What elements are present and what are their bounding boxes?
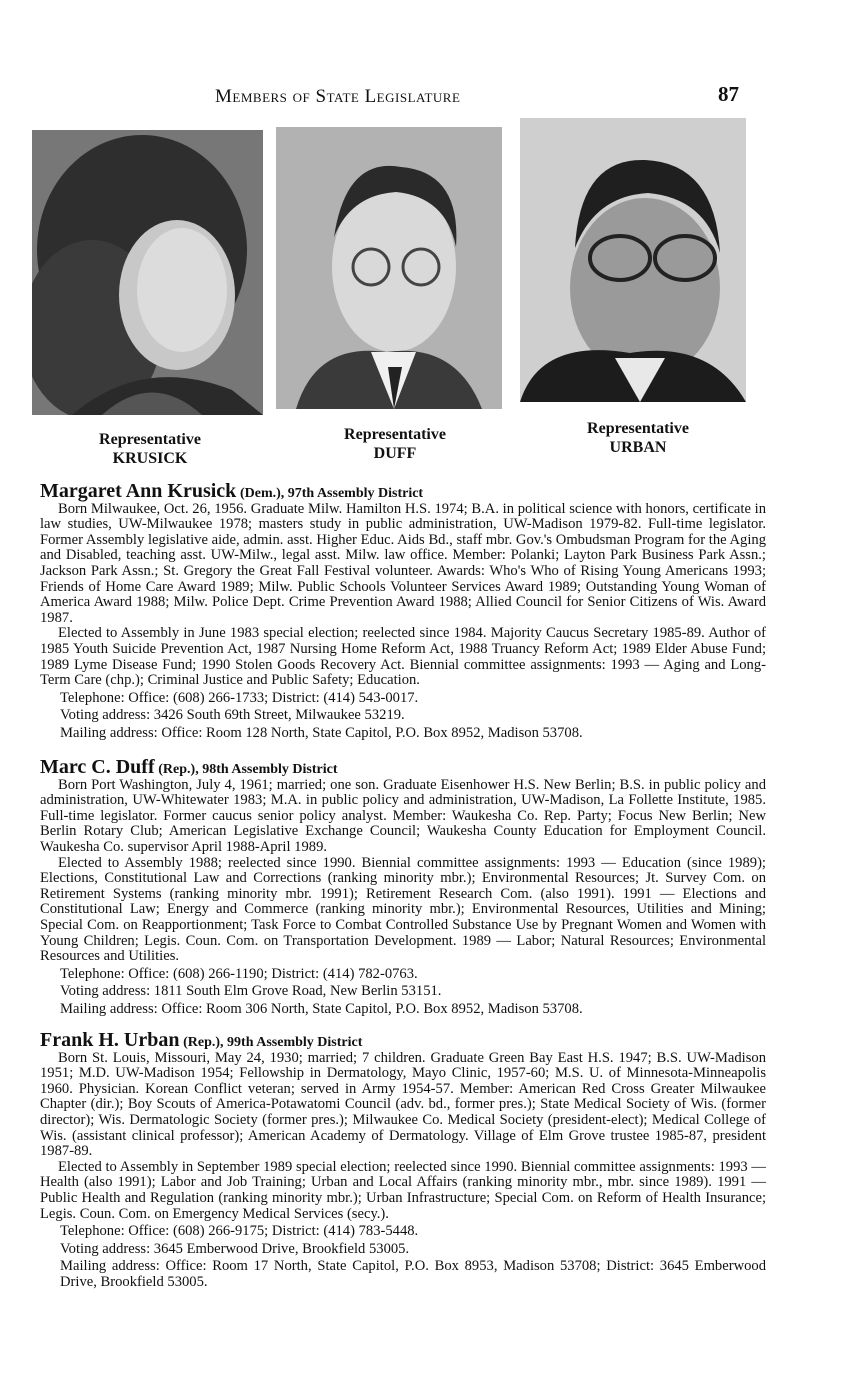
- member-name: Margaret Ann Krusick: [40, 480, 237, 502]
- bio-background: Born St. Louis, Missouri, May 24, 1930; married; 7 children. Graduate Green Bay East H.S. 1947; B.S. UW-Madison 1951; M.D. UW-Madison 1954; Fellowship in Dermatology, Mayo Clinic, 1957-60; M.S. U. of Minnesota-Minneapolis 1960. Physician. Korean Conflict veteran; served in Army 1954-57. Member: American Red Cross Greater Milwaukee Chapter (dir.); Boy Scouts of America-Potawatomi Council (adv. bd., former pres.); State Medical Society of Wis. (former director); Wis. Dermatologic Society (former pres.); Milwaukee Co. Medical Society (president-elect); Medical College of Wis. (assistant clinical professor); American Academy of Dermatology. Village of Elm Grove trustee 1985-87, president 1987-89.: [40, 1049, 766, 1160]
- bio-krusick: [40, 480, 766, 742]
- portrait-photo-duff: [276, 127, 502, 409]
- portrait-photo-krusick: [32, 130, 263, 415]
- caption-name: DUFF: [373, 445, 417, 462]
- running-title: Members of State Legislature: [215, 86, 461, 107]
- bio-legislative-record: Elected to Assembly in September 1989 special election; reelected since 1990. Biennial committee assignments: 1993 — Health (also 1991); Labor and Job Training; Urban and Local Affairs (ranking minority mbr., mbr. since 1989). 1991 — Public Health and Regulation (ranking minority mbr.); Urban Infrastructure; Special Com. on Reform of Health Insurance; Legis. Coun. Com. on Emergency Medical Services (secy.).: [40, 1158, 766, 1222]
- member-party-district: (Dem.), 97th Assembly District: [239, 486, 424, 501]
- photo-caption-duff: [305, 425, 485, 463]
- member-party-district: (Rep.), 98th Assembly District: [158, 762, 338, 777]
- bio-duff: [40, 756, 766, 1018]
- telephone: Telephone: Office: (608) 266-1733; District: (414) 543-0017.: [60, 689, 419, 706]
- caption-label: Representative: [587, 420, 689, 437]
- photo-caption-urban: [548, 419, 728, 457]
- mailing-address: Mailing address: Office: Room 128 North, State Capitol, P.O. Box 8952, Madison 53708.: [60, 724, 583, 741]
- photo-caption-krusick: [60, 430, 240, 468]
- member-party-district: (Rep.), 99th Assembly District: [183, 1035, 363, 1050]
- bio-background: Born Port Washington, July 4, 1961; married; one son. Graduate Eisenhower H.S. New Berlin; B.S. in public policy and administration, UW-Whitewater 1983; M.A. in public policy and administration, UW-Madison, La Follette Institute, 1985. Full-time legislator. Former caucus senior policy analyst. Member: Waukesha Co. Rep. Party; Focus New Berlin; New Berlin Rotary Club; American Legislative Exchange Council; Waukesha County Education for Employment Council. Waukesha Co. supervisor April 1988-April 1989.: [40, 776, 766, 855]
- bio-heading: [40, 480, 766, 502]
- bio-legislative-record: Elected to Assembly in June 1983 special election; reelected since 1984. Majority Caucus Secretary 1985-89. Author of 1985 Youth Suicide Prevention Act, 1987 Nursing Home Reform Act, 1988 Truancy Reform Act; 1989 Elder Abuse Fund; 1989 Lyme Disease Fund; 1990 Stolen Goods Recovery Act. Biennial committee assignments: 1993 — Aging and Long-Term Care (chp.); Criminal Justice and Public Safety; Education.: [40, 625, 766, 689]
- page-number: 87: [718, 82, 739, 106]
- member-name: Frank H. Urban: [40, 1029, 180, 1051]
- caption-label: Representative: [344, 426, 446, 443]
- voting-address: Voting address: 1811 South Elm Grove Road, New Berlin 53151.: [60, 983, 442, 1000]
- telephone: Telephone: Office: (608) 266-9175; District: (414) 783-5448.: [60, 1223, 419, 1240]
- member-name: Marc C. Duff: [40, 756, 155, 778]
- portrait-photo-urban: [520, 118, 746, 402]
- page-header: [0, 82, 859, 116]
- voting-address: Voting address: 3645 Emberwood Drive, Brookfield 53005.: [60, 1240, 410, 1257]
- caption-label: Representative: [99, 431, 201, 448]
- bio-heading: [40, 756, 766, 778]
- mailing-address: Mailing address: Office: Room 17 North, State Capitol, P.O. Box 8953, Madison 53708; District: 3645 Emberwood Drive, Brookfield 53005.: [60, 1258, 766, 1290]
- caption-name: URBAN: [609, 439, 667, 456]
- bio-heading: [40, 1029, 766, 1051]
- mailing-address: Mailing address: Office: Room 306 North, State Capitol, P.O. Box 8952, Madison 53708.: [60, 1000, 583, 1017]
- telephone: Telephone: Office: (608) 266-1190; District: (414) 782-0763.: [60, 965, 418, 982]
- bio-background: Born Milwaukee, Oct. 26, 1956. Graduate Milw. Hamilton H.S. 1974; B.A. in political science with honors, certificate in law studies, UW-Milwaukee 1978; masters study in public administration, UW-Madison 1979-82. Full-time legislator. Former Assembly legislative aide, admin. asst. Higher Educ. Aids Bd., staff mbr. Gov.'s Ombudsman Program for the Aging and Disabled, teaching asst. UW-Milw., legal asst. Milw. law office. Member: Polanki; Layton Park Business Park Assn.; Jackson Park Assn.; St. Gregory the Great Fall Festival volunteer. Awards: Who's Who of Rising Young Americans 1993; Friends of Home Care Award 1989; Milw. Public Schools Volunteer Services Award 1989; Outstanding Young Woman of America Award 1988; Milw. Police Dept. Crime Prevention Award 1988; Allied Council for Senior Citizens of Wis. Award 1987.: [40, 500, 766, 626]
- bio-legislative-record: Elected to Assembly 1988; reelected since 1990. Biennial committee assignments: 1993 — Education (since 1989); Elections, Constitutional Law and Corrections (ranking minority mbr.); Environmental Resources; Jt. Survey Com. on Retirement Systems (ranking minority mbr. 1991); Retirement Research Com. (also 1991). 1991 — Elections and Constitutional Law; Energy and Commerce (ranking minority mbr.); Environmental Resources, Utilities and Mining; Special Com. on Reapportionment; Task Force to Combat Controlled Substance Use by Pregnant Women and Women with Young Children; Legis. Coun. Com. on Transportation Development. 1989 — Labor; Natural Resources; Environmental Resources and Utilities.: [40, 854, 766, 965]
- bio-urban: [40, 1029, 766, 1291]
- caption-name: KRUSICK: [112, 450, 188, 467]
- voting-address: Voting address: 3426 South 69th Street, Milwaukee 53219.: [60, 707, 405, 724]
